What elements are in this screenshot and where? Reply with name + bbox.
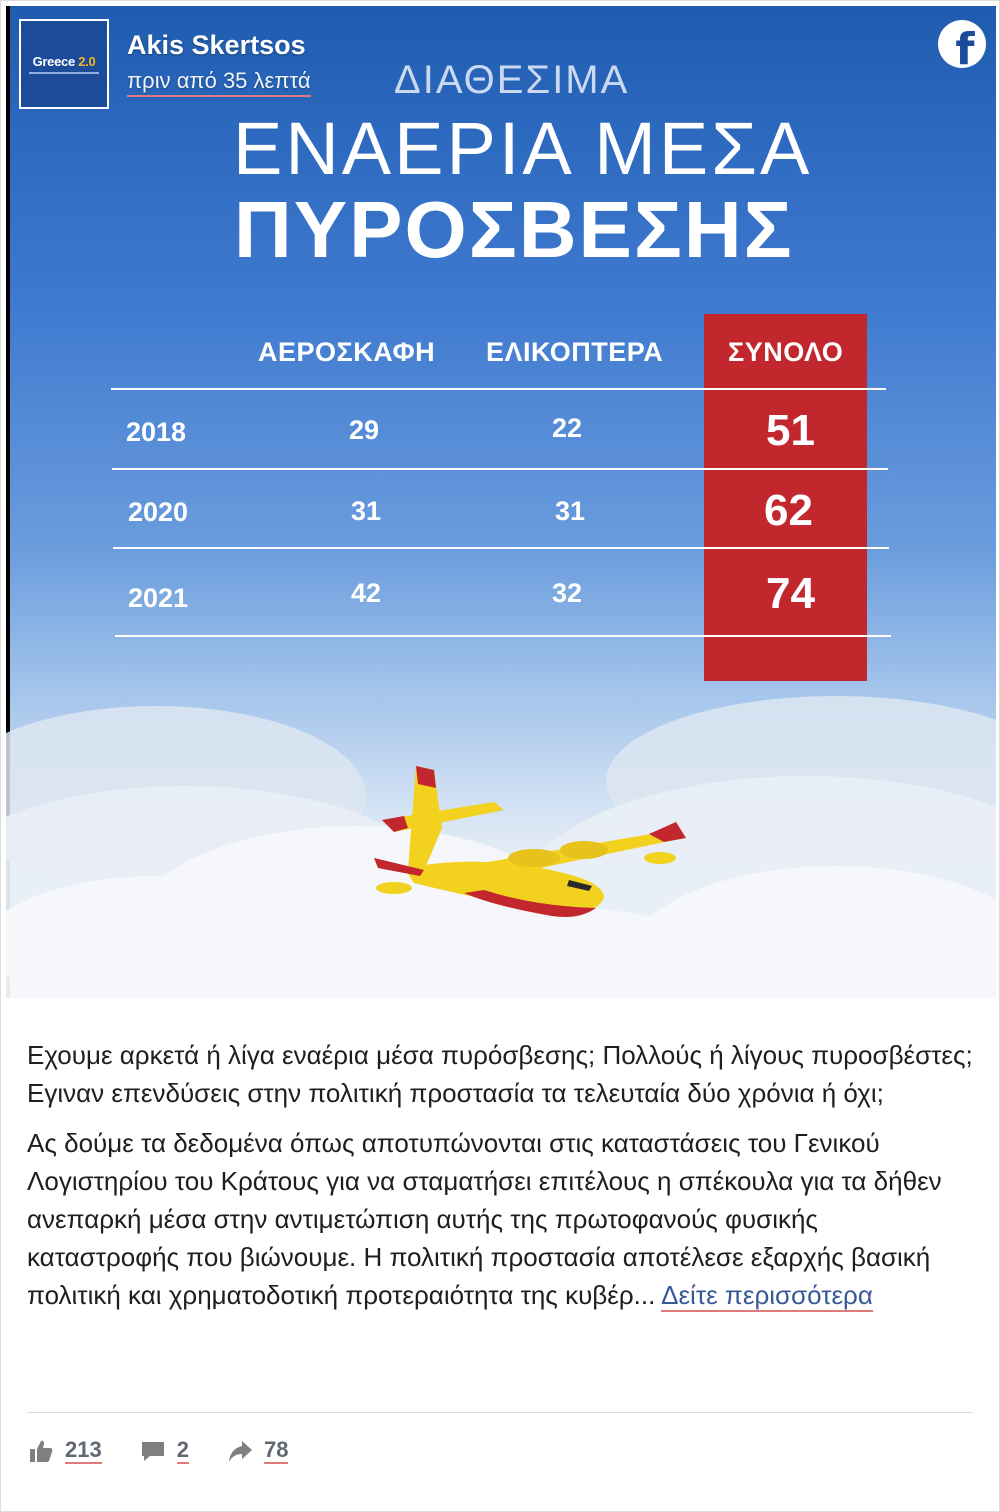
row-helicopters: 31 bbox=[555, 496, 586, 526]
table-rule bbox=[112, 468, 888, 470]
page-avatar[interactable]: Greece 2.0 bbox=[19, 19, 109, 109]
engagement-bar bbox=[27, 1437, 325, 1465]
shares-count: 78 bbox=[263, 1437, 289, 1462]
comments-count: 2 bbox=[176, 1437, 189, 1462]
row-aircraft: 29 bbox=[349, 415, 380, 445]
row-year: 2021 bbox=[128, 583, 189, 613]
graphic-headline-line1: ΕΝΑΕΡΙΑ ΜΕΣΑ bbox=[233, 107, 813, 190]
row-total: 62 bbox=[764, 486, 813, 535]
header-aircraft: ΑΕΡΟΣΚΑΦΗ bbox=[258, 337, 436, 367]
see-more-link[interactable]: Δείτε περισσότερα bbox=[661, 1280, 873, 1310]
post-image[interactable] bbox=[6, 6, 996, 998]
comment-icon bbox=[139, 1437, 167, 1465]
stats-divider bbox=[27, 1412, 973, 1413]
row-year: 2020 bbox=[128, 497, 189, 527]
share-icon bbox=[226, 1437, 254, 1465]
post-paragraph: Ας δούμε τα δεδομένα όπως αποτυπώνονται στις καταστάσεις του Γενικού Λογιστηρίου του Κράτους για να σταματήσει επιτέλους η σπέκουλα για τα δήθεν ανεπαρκή μέσα στην αντιμετώπιση αυτής της πρωτοφανούς φυσικής καταστροφής που βιώνουμε. Η πολιτική προστασία αποτέλεσε εξαρχής βασική πολιτική και χρηματοδοτική προτεραιότητα της κυβέρ... Δείτε περισσότερα bbox=[27, 1128, 942, 1310]
post-timestamp[interactable]: πριν από 35 λεπτά bbox=[127, 68, 311, 97]
graphic-headline-line2: ΠΥΡΟΣΒΕΣΗΣ bbox=[234, 185, 794, 274]
likes-stat[interactable] bbox=[27, 1437, 102, 1465]
row-year: 2018 bbox=[126, 417, 187, 447]
row-aircraft: 31 bbox=[351, 496, 382, 526]
row-aircraft: 42 bbox=[351, 578, 382, 608]
row-helicopters: 32 bbox=[552, 578, 583, 608]
post-text bbox=[27, 1036, 977, 1326]
row-helicopters: 22 bbox=[552, 413, 583, 443]
comments-stat[interactable] bbox=[139, 1437, 189, 1465]
table-rule bbox=[115, 635, 891, 637]
header-helicopters: ΕΛΙΚΟΠΤΕΡΑ bbox=[486, 337, 664, 367]
facebook-icon[interactable]: f bbox=[938, 20, 986, 68]
header-total: ΣΥΝΟΛΟ bbox=[728, 337, 844, 367]
table-rule bbox=[113, 547, 889, 549]
post-author[interactable]: Akis Skertsos bbox=[127, 30, 306, 60]
likes-count: 213 bbox=[65, 1437, 102, 1462]
like-icon bbox=[27, 1437, 55, 1465]
table-rule bbox=[111, 388, 886, 390]
shares-stat[interactable] bbox=[226, 1437, 288, 1465]
row-total: 74 bbox=[766, 569, 815, 618]
post-paragraph: Εχουμε αρκετά ή λίγα εναέρια μέσα πυρόσβεσης; Πολλούς ή λίγους πυροσβέστες; Εγιναν επενδύσεις στην πολιτική προστασία τα τελευταία δύο χρόνια ή όχι; bbox=[27, 1040, 973, 1108]
graphic-supertitle: ΔΙΑΘΕΣΙΜΑ bbox=[394, 58, 630, 102]
row-total: 51 bbox=[766, 406, 815, 455]
firefighting-plane-image bbox=[364, 758, 694, 938]
